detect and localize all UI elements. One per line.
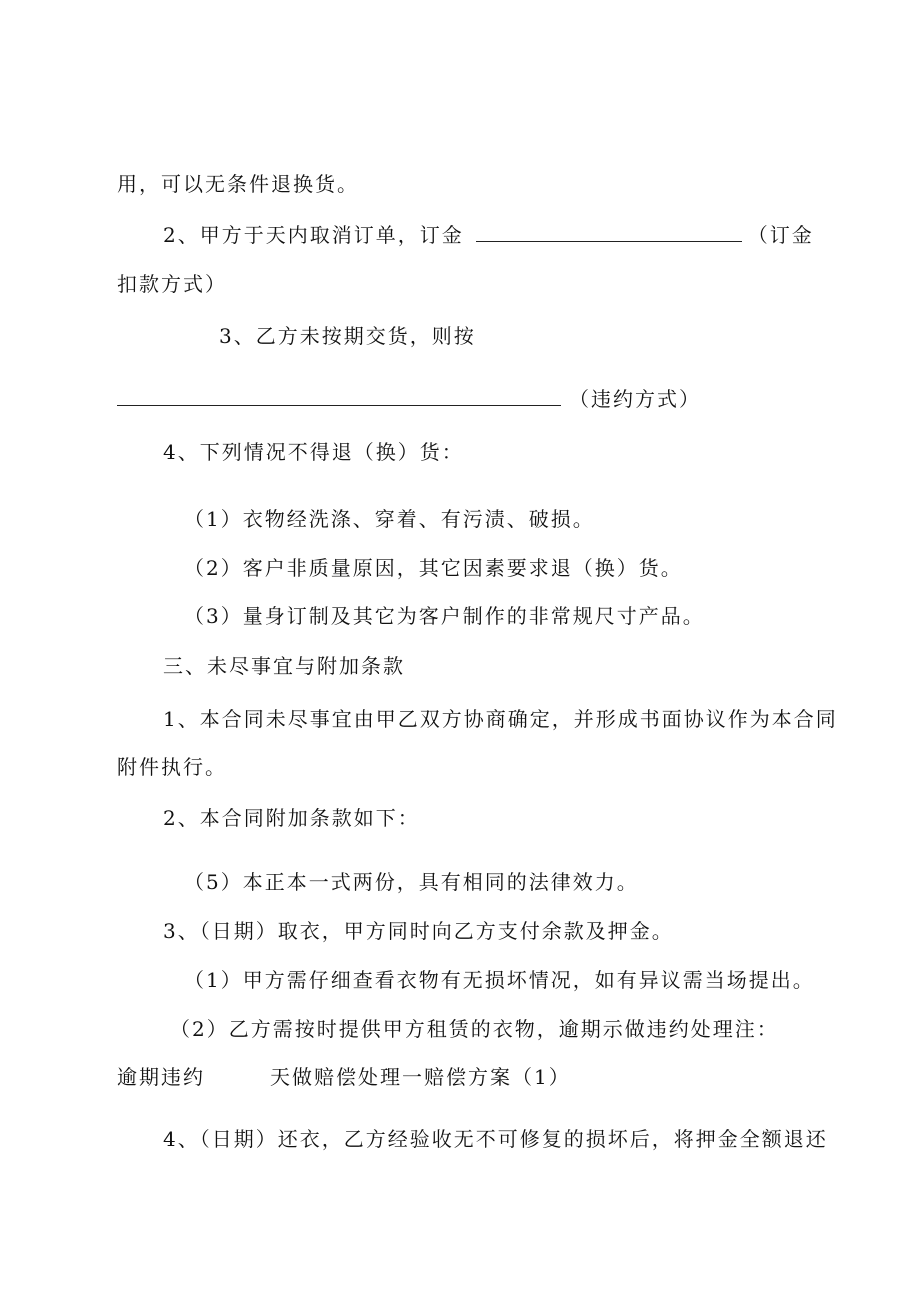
text-line: 3、乙方未按期交货，则按 [219, 324, 476, 348]
text-line: 2、本合同附加条款如下： [163, 806, 420, 830]
section-heading: 三、未尽事宜与附加条款 [163, 654, 405, 678]
text-line: （1）甲方需仔细查看衣物有无损坏情况，如有异议需当场提出。 [184, 968, 815, 992]
text-line: 4、（日期）还衣，乙方经验收无不可修复的损坏后，将押金全额退还 [163, 1127, 828, 1151]
text-line: （2）乙方需按时提供甲方租赁的衣物，逾期示做违约处理注： [170, 1017, 779, 1041]
text-line: 用，可以无条件退换货。 [117, 172, 359, 196]
text-line: （订金 [747, 223, 814, 247]
text-line: 扣款方式） [117, 272, 227, 296]
clause-3-line [117, 385, 701, 413]
text-line: 1、本合同未尽事宜由甲乙双方协商确定，并形成书面协议作为本合同 [163, 707, 838, 731]
text-line: 4、下列情况不得退（换）货： [163, 440, 464, 464]
text-line: 3、（日期）取衣，甲方同时向乙方支付余款及押金。 [163, 919, 674, 943]
text-line: 附件执行。 [117, 755, 227, 779]
text-line: （违约方式） [569, 387, 701, 411]
blank-field-deposit[interactable] [476, 221, 742, 242]
text-line: （2）客户非质量原因，其它因素要求退（换）货。 [184, 556, 683, 580]
text-line: （1）衣物经洗涤、穿着、有污渍、破损。 [184, 507, 595, 531]
clause-2-line [163, 221, 814, 249]
blank-field-penalty[interactable] [117, 385, 561, 406]
text-line: （5）本正本一式两份，具有相同的法律效力。 [184, 870, 639, 894]
text-line: 天做赔偿处理一赔偿方案（1） [270, 1065, 571, 1089]
text-line: 2、甲方于天内取消订单，订金 [163, 223, 464, 247]
text-line: （3）量身订制及其它为客户制作的非常规尺寸产品。 [184, 604, 705, 628]
text-line: 逾期违约 [117, 1065, 205, 1089]
